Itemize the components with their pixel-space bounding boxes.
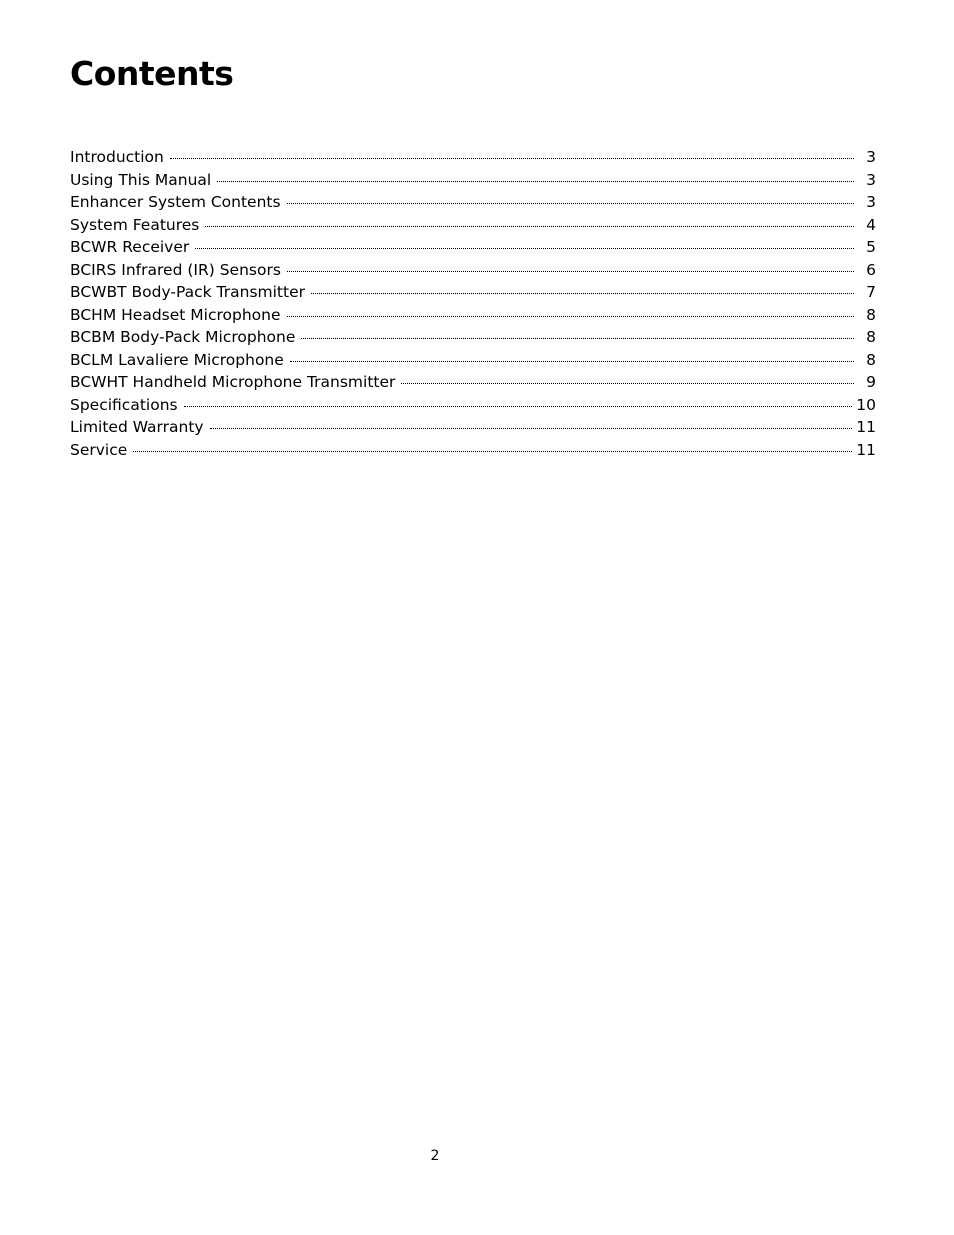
toc-entry-label: Service	[70, 440, 128, 459]
toc-entry-bcwbt-body-pack-transmitter[interactable]	[70, 281, 876, 304]
dot-leader	[287, 316, 854, 317]
toc-entry-label: BCHM Headset Microphone	[70, 305, 281, 324]
page-title: Contents	[70, 54, 234, 93]
dot-leader	[290, 361, 854, 362]
toc-entry-label: Using This Manual	[70, 170, 212, 189]
toc-entry-page: 5	[866, 238, 876, 256]
toc-entry-page: 6	[866, 260, 876, 279]
toc-entry-label: BCWBT Body-Pack Transmitter	[70, 283, 305, 301]
toc-entry-bclm-lavaliere-microphone[interactable]	[70, 349, 876, 372]
toc-entry-page: 9	[866, 373, 876, 391]
toc-entry-specifications[interactable]	[70, 394, 876, 417]
toc-entry-service[interactable]	[70, 439, 876, 462]
toc-entry-label: Introduction	[70, 148, 164, 166]
dot-leader	[301, 338, 854, 339]
toc-entry-page: 4	[866, 215, 876, 234]
toc-entry-page: 11	[856, 440, 876, 459]
toc-entry-page: 3	[866, 148, 876, 166]
toc-entry-page: 7	[866, 283, 876, 301]
toc-entry-page: 8	[866, 305, 876, 324]
dot-leader	[287, 203, 854, 204]
toc-entry-bcwr-receiver[interactable]	[70, 236, 876, 259]
toc-entry-enhancer-system-contents[interactable]	[70, 191, 876, 214]
dot-leader	[170, 158, 854, 159]
toc-entry-label: BCLM Lavaliere Microphone	[70, 350, 284, 369]
dot-leader	[401, 383, 854, 384]
dot-leader	[287, 271, 854, 272]
toc-entry-limited-warranty[interactable]	[70, 416, 876, 439]
toc-entry-page: 11	[856, 418, 876, 436]
toc-entry-label: Limited Warranty	[70, 418, 204, 436]
dot-leader	[133, 451, 852, 452]
toc-entry-bcwht-handheld-microphone-transmitter[interactable]	[70, 371, 876, 394]
dot-leader	[205, 226, 854, 227]
toc-entry-page: 8	[866, 328, 876, 346]
toc-entry-page: 8	[866, 350, 876, 369]
toc-entry-bchm-headset-microphone[interactable]	[70, 304, 876, 327]
dot-leader	[311, 293, 854, 294]
toc-entry-bcirs-infrared-sensors[interactable]	[70, 259, 876, 282]
dot-leader	[217, 181, 854, 182]
toc-entry-label: BCIRS Infrared (IR) Sensors	[70, 260, 281, 279]
table-of-contents	[70, 146, 876, 461]
toc-entry-introduction[interactable]	[70, 146, 876, 169]
toc-entry-page: 10	[856, 395, 876, 414]
toc-entry-page: 3	[866, 170, 876, 189]
toc-entry-label: System Features	[70, 215, 200, 234]
toc-entry-page: 3	[866, 193, 876, 211]
toc-entry-system-features[interactable]	[70, 214, 876, 237]
toc-entry-label: BCWR Receiver	[70, 238, 190, 256]
dot-leader	[210, 428, 853, 429]
toc-entry-label: Enhancer System Contents	[70, 193, 281, 211]
toc-entry-label: Specifications	[70, 395, 178, 414]
dot-leader	[195, 248, 854, 249]
dot-leader	[184, 406, 853, 407]
toc-entry-label: BCBM Body-Pack Microphone	[70, 328, 296, 346]
page-number: 2	[430, 1148, 440, 1164]
toc-entry-using-this-manual[interactable]	[70, 169, 876, 192]
toc-entry-bcbm-body-pack-microphone[interactable]	[70, 326, 876, 349]
toc-entry-label: BCWHT Handheld Microphone Transmitter	[70, 373, 396, 391]
